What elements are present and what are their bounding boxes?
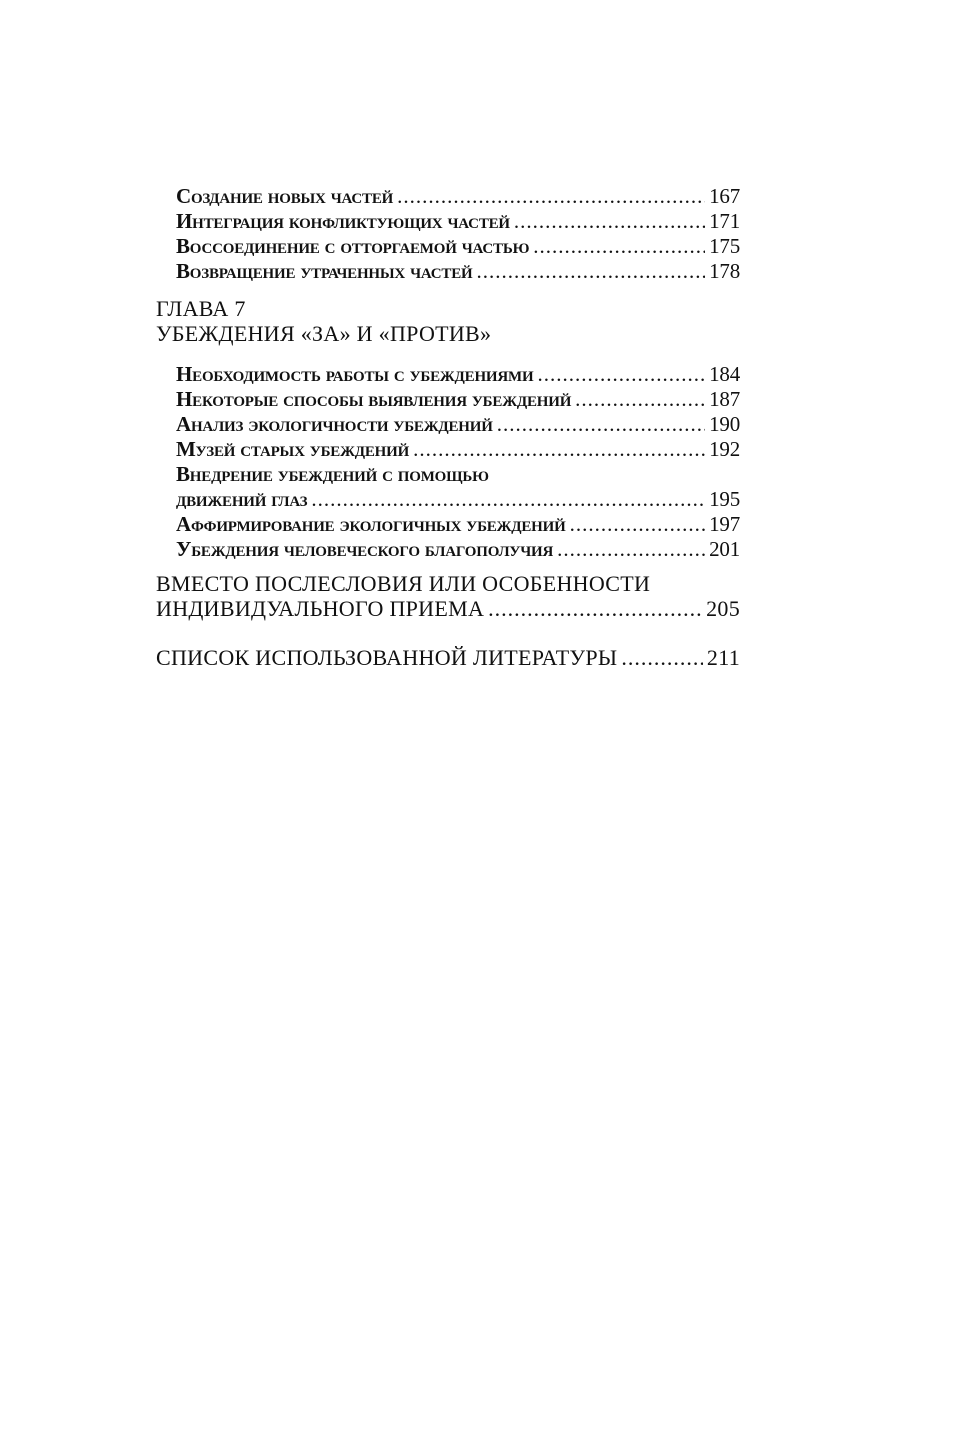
toc-entry-title-line2: движений глаз [176,487,308,511]
toc-entry-title: Анализ экологичности убеждений [176,412,493,436]
toc-entry-title: Воссоединение с отторгаемой частью [176,234,530,258]
toc-entry[interactable] [156,537,740,562]
toc-entry[interactable] [156,362,740,387]
toc-page-number: 167 [709,184,740,208]
toc-entry[interactable] [156,184,740,209]
spacer [156,346,740,362]
toc-entry[interactable] [156,209,740,234]
spacer [156,284,740,296]
dot-leader [533,234,705,259]
dot-leader [621,645,703,670]
toc-page-number: 171 [709,209,740,233]
spacer [156,562,740,571]
dot-leader [575,387,705,412]
toc-page-number: 178 [709,259,740,283]
toc-entry[interactable] [156,259,740,284]
toc-page-number: 175 [709,234,740,258]
dot-leader [488,596,702,621]
toc-entry[interactable] [156,437,740,462]
dot-leader [397,184,705,209]
dot-leader [514,209,705,234]
toc-entry[interactable] [156,234,740,259]
table-of-contents [156,184,740,670]
references-title: СПИСОК ИСПОЛЬЗОВАННОЙ ЛИТЕРАТУРЫ [156,645,618,670]
toc-page-number: 201 [709,537,740,561]
dot-leader [557,537,705,562]
toc-page-number: 211 [706,645,740,670]
toc-page-number: 187 [709,387,740,411]
toc-page-number: 190 [709,412,740,436]
dot-leader [413,437,705,462]
toc-entry-title: Убеждения человеческого благополучия [176,537,554,561]
afterword-title-line2: ИНДИВИДУАЛЬНОГО ПРИЕМА [156,596,485,621]
chapter-title: УБЕЖДЕНИЯ «ЗА» И «ПРОТИВ» [156,321,492,346]
toc-entry[interactable] [156,512,740,537]
toc-page-number: 205 [706,596,740,621]
toc-entry[interactable] [156,487,740,512]
toc-page-number: 192 [709,437,740,461]
toc-entry[interactable] [156,412,740,437]
dot-leader [311,487,705,512]
toc-entry-title-line1[interactable]: Внедрение убеждений с помощью [176,462,489,486]
toc-entry-title: Музей старых убеждений [176,437,410,461]
dot-leader [570,512,706,537]
chapter-label: ГЛАВА 7 [156,296,246,321]
toc-page-number: 195 [709,487,740,511]
toc-entry-title: Аффирмирование экологичных убеждений [176,512,566,536]
toc-entry-title: Интеграция конфликтующих частей [176,209,510,233]
dot-leader [477,259,706,284]
toc-entry-title: Необходимость работы с убеждениями [176,362,534,386]
dot-leader [537,362,705,387]
toc-entry[interactable] [156,387,740,412]
spacer [156,621,740,645]
toc-entry-afterword[interactable] [156,596,740,621]
toc-entry-references[interactable] [156,645,740,670]
dot-leader [497,412,705,437]
toc-entry-title: Создание новых частей [176,184,394,208]
toc-entry-title: Некоторые способы выявления убеждений [176,387,572,411]
toc-page-number: 184 [709,362,740,386]
toc-page-number: 197 [709,512,740,536]
toc-entry-title: Возвращение утраченных частей [176,259,473,283]
afterword-title-line1[interactable]: ВМЕСТО ПОСЛЕСЛОВИЯ ИЛИ ОСОБЕННОСТИ [156,571,651,596]
